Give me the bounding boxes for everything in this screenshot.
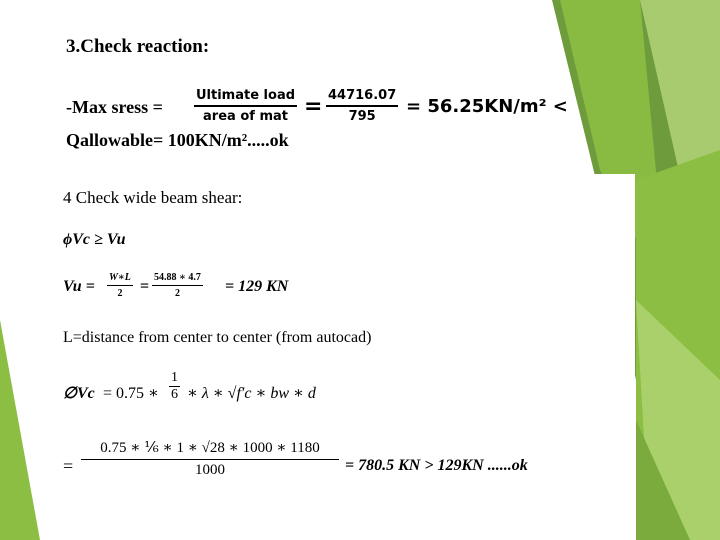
fraction-bar — [326, 105, 398, 107]
l-definition: L=distance from center to center (from autocad) — [63, 329, 372, 346]
fraction-denominator: 2 — [117, 288, 123, 299]
equals-sign: = — [140, 278, 150, 295]
shear-condition: ϕVc ≥ Vu — [63, 231, 126, 248]
section-3-title: 3.Check reaction: — [66, 36, 210, 57]
fraction-denominator: 795 — [348, 109, 376, 124]
big-fraction — [81, 438, 339, 479]
fraction-numerator: W∗L — [109, 272, 131, 283]
fraction-denominator: 1000 — [195, 462, 225, 478]
fraction-bar — [152, 285, 203, 286]
phivc-expression-a: = 0.75 ∗ — [103, 385, 159, 402]
fraction-numerator: 0.75 ∗ ⅙ ∗ 1 ∗ √28 ∗ 1000 ∗ 1180 — [100, 440, 320, 456]
fraction-bar — [81, 459, 339, 460]
fraction-denominator: area of mat — [203, 109, 288, 124]
fraction-denominator: 6 — [171, 387, 178, 402]
fraction-numerator: 44716.07 — [328, 88, 397, 103]
equals-sign: = — [304, 94, 323, 119]
vu-label: Vu = — [63, 278, 95, 295]
fraction-numerator: Ultimate load — [196, 88, 296, 103]
fraction-denominator: 2 — [174, 288, 180, 299]
fraction-bar — [194, 105, 297, 107]
vu-fraction-symbolic — [107, 272, 133, 299]
fraction-numerator: 54.88 ∗ 4.7 — [154, 272, 201, 283]
q-allowable: Qallowable= 100KN/m².....ok — [66, 130, 289, 150]
stress-result: = 56.25KN/m² < — [406, 96, 568, 117]
stress-fraction-numeric — [326, 88, 398, 124]
content-panel — [55, 174, 635, 540]
vu-result: = 129 KN — [225, 278, 289, 295]
section-4-title: 4 Check wide beam shear: — [63, 188, 243, 207]
big-result: = 780.5 KN > 129KN ......ok — [345, 457, 528, 474]
phivc-expression-b: ∗ λ ∗ √f′c ∗ bw ∗ d — [187, 385, 316, 402]
stress-fraction-symbolic — [194, 88, 297, 124]
vu-fraction-numeric — [152, 272, 203, 299]
equals-sign: = — [63, 456, 74, 476]
max-stress-label: -Max sress = — [66, 97, 163, 117]
phivc-label: ∅Vc — [63, 385, 95, 402]
fraction-bar — [107, 285, 133, 286]
fraction-numerator: 1 — [171, 370, 178, 385]
phivc-fraction — [169, 370, 180, 403]
